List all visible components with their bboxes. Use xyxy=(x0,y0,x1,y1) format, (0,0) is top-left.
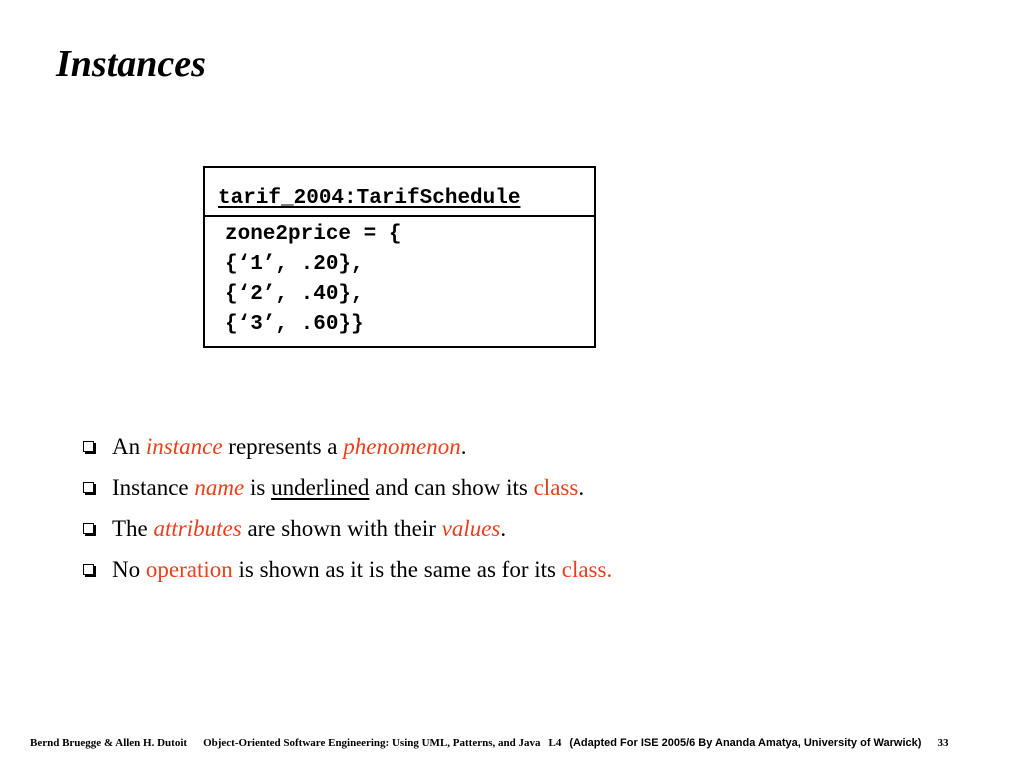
bullet-text: . xyxy=(460,434,467,459)
bullet-text: Instance xyxy=(112,475,195,500)
square-bullet-icon xyxy=(83,482,94,493)
bullet-item xyxy=(80,467,612,508)
bullet-text: . xyxy=(578,475,585,500)
uml-attribute-line: {‘2’, .40}, xyxy=(225,283,364,306)
slide-title: Instances xyxy=(56,43,206,85)
highlight-term: phenomenon xyxy=(343,434,461,459)
uml-object-box xyxy=(203,166,596,348)
bullet-text: is xyxy=(244,475,272,500)
bullet-item xyxy=(80,549,612,590)
uml-object-name-compartment xyxy=(205,168,594,217)
highlight-term: operation xyxy=(145,557,233,582)
bullet-text: are shown with their xyxy=(241,516,442,541)
bullet-text: No xyxy=(112,557,146,582)
uml-object-name: tarif_2004:TarifSchedule xyxy=(218,187,521,210)
highlight-term: name xyxy=(194,475,245,500)
highlight-term: class xyxy=(533,475,579,500)
square-bullet-icon xyxy=(83,523,94,534)
bullet-item xyxy=(80,426,612,467)
bullet-item xyxy=(80,508,612,549)
square-bullet-icon xyxy=(83,441,94,452)
bullet-text: The xyxy=(112,516,154,541)
underlined-term: underlined xyxy=(271,475,370,500)
bullet-text: An xyxy=(112,434,146,459)
highlight-term: class. xyxy=(561,557,613,582)
uml-attribute-compartment xyxy=(205,217,594,340)
bullet-text: represents a xyxy=(222,434,344,459)
highlight-term: instance xyxy=(145,434,223,459)
footer-adaptation-note: (Adapted For ISE 2005/6 By Ananda Amatya, University of Warwick) xyxy=(569,737,922,749)
footer-book-title: Object-Oriented Software Engineering: Using UML, Patterns, and Java xyxy=(203,737,541,749)
highlight-term: values xyxy=(441,516,501,541)
slide-footer xyxy=(30,736,948,750)
footer-lecture: L4 xyxy=(548,737,562,749)
square-bullet-icon xyxy=(83,564,94,575)
uml-attribute-line: {‘3’, .60}} xyxy=(225,313,364,336)
bullet-text: and can show its xyxy=(369,475,534,500)
highlight-term: attributes xyxy=(153,516,242,541)
bullet-list xyxy=(80,426,612,590)
footer-page-number: 33 xyxy=(937,737,949,749)
uml-attribute-line: {‘1’, .20}, xyxy=(225,253,364,276)
footer-authors: Bernd Bruegge & Allen H. Dutoit xyxy=(30,737,188,749)
uml-attribute-line: zone2price = { xyxy=(225,223,402,246)
bullet-text: . xyxy=(500,516,507,541)
bullet-text: is shown as it is the same as for its xyxy=(232,557,562,582)
